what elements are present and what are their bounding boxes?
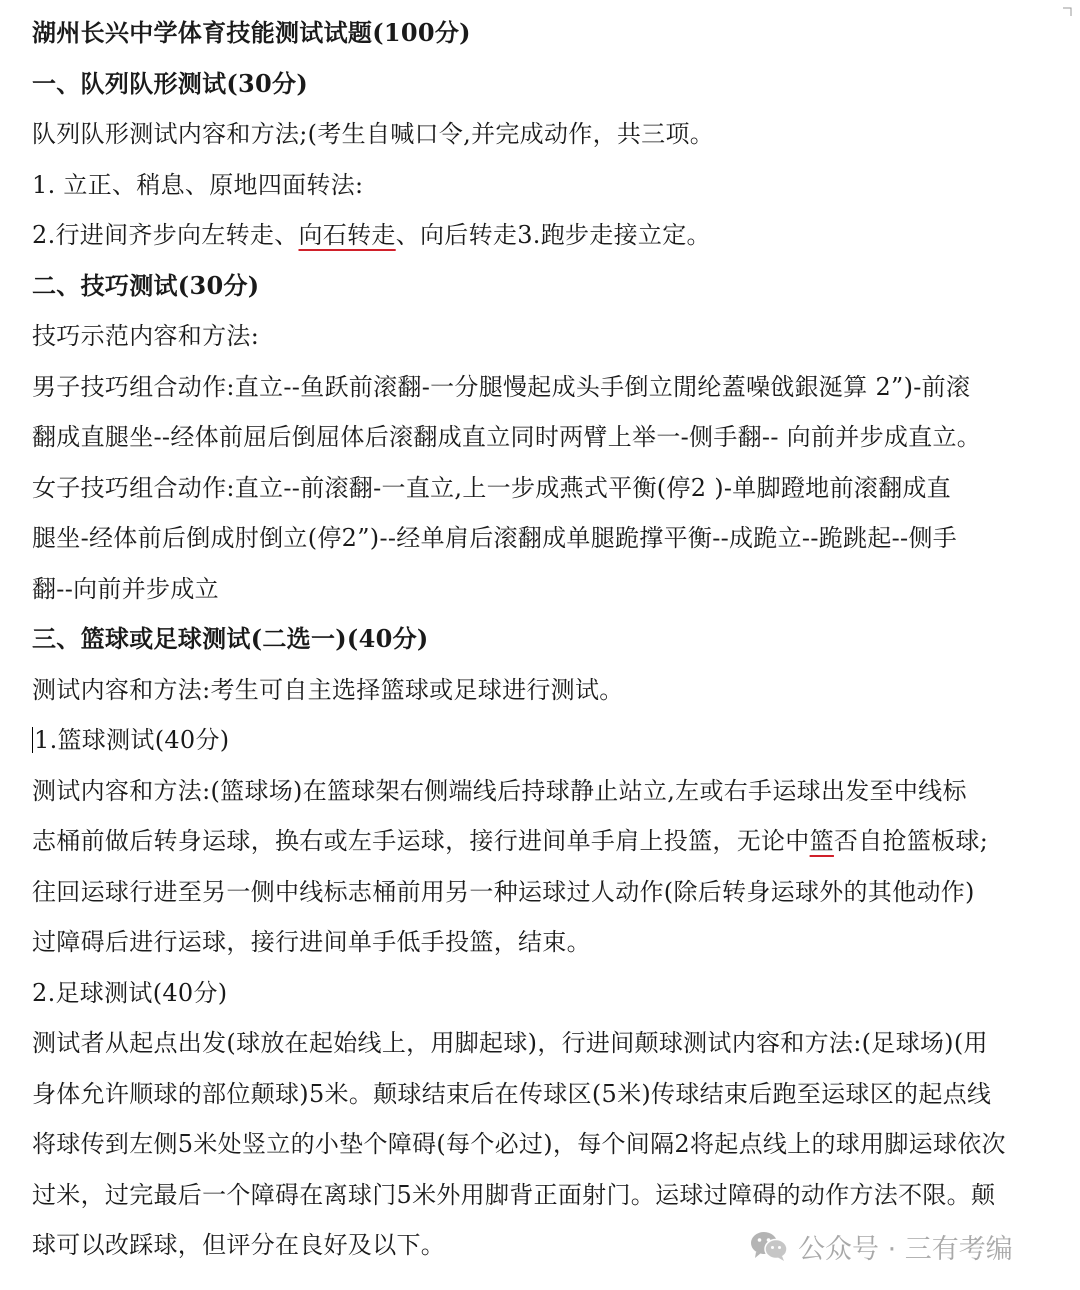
text-run: 志桶前做后转身运球，换右或左手运球，接行进间单手肩上投篮，无论中 <box>32 827 810 855</box>
text-run: 、向后转走3.跑步走接立定。 <box>395 221 711 249</box>
paragraph-line: 身体允许顺球的部位颠球)5米。颠球结束后在传球区(5米)传球结束后跑至运球区的起点线 <box>32 1079 992 1108</box>
paragraph-line: 翻成直腿坐--经体前屈后倒屈体后滚翻成直立同时两臂上举一-侧手翻-- 向前并步成直立。 <box>32 423 982 451</box>
paragraph-corner-mark <box>1062 2 1074 14</box>
paragraph-line <box>32 715 1062 766</box>
watermark-text: 公众号 · 三有考编 <box>798 1233 1013 1265</box>
text-cursor <box>32 727 33 753</box>
paragraph-line: 将球传到左侧5米处竖立的小垫个障碍(每个必过)，每个间隔2将起点线上的球用脚运球依次 <box>32 1130 1006 1158</box>
document-title: 湖州长兴中学体育技能测试试题(100分) <box>32 18 471 47</box>
paragraph-line: 过障碍后进行运球，接行进间单手低手投篮，结束。 <box>32 928 591 956</box>
paragraph-line: 测试内容和方法:(篮球场)在篮球架右侧端线后持球静止站立,左或右手运球出发至中线标 <box>32 776 967 805</box>
section-heading-ball-test: 三、篮球或足球测试(二选一)(40分) <box>32 624 429 653</box>
text-run: 2.行进间齐步向左转走、 <box>32 221 299 249</box>
section-heading-formation: 一、队列队形测试(30分) <box>32 68 309 98</box>
paragraph-line: 技巧示范内容和方法: <box>32 322 260 350</box>
paragraph-line: 过米，过完最后一个障碍在离球门5米外用脚背正面射门。运球过障碍的动作方法不限。颠 <box>32 1180 996 1209</box>
text-run: 否自抢篮板球; <box>833 827 989 855</box>
paragraph-line: 腿坐-经体前后倒成肘倒立(停2”)--经单肩后滚翻成单腿跪撑平衡--成跪立--跪跳起--侧手 <box>32 524 958 552</box>
spellcheck-flagged-text[interactable]: 篮 <box>809 827 834 855</box>
spellcheck-flagged-text[interactable]: 向石转走 <box>298 221 396 249</box>
paragraph-line: 男子技巧组合动作:直立--鱼跃前滚翻-一分腿慢起成头手倒立閒纶蓋噪戗銀涎算 2”)-前滚 <box>32 372 971 401</box>
section-heading-skills: 二、技巧测试(30分) <box>32 270 260 300</box>
document-page <box>32 8 1062 1271</box>
paragraph-line: 女子技巧组合动作:直立--前滚翻-一直立,上一步成燕式平衡(停2 )-单脚蹬地前滚翻成直 <box>32 473 951 502</box>
watermark <box>750 1226 1013 1266</box>
paragraph-line: 2.足球测试(40分) <box>32 978 228 1007</box>
paragraph-line: 1. 立正、稍息、原地四面转法: <box>32 170 364 199</box>
paragraph-line: 测试内容和方法:考生可自主选择篮球或足球进行测试。 <box>32 675 624 704</box>
paragraph-line: 测试者从起点出发(球放在起始线上，用脚起球)，行进间颠球测试内容和方法:(足球场)(用 <box>32 1029 988 1057</box>
text-run: 1.篮球测试(40分) <box>34 726 230 754</box>
paragraph-line <box>32 210 1062 261</box>
paragraph-line: 往回运球行进至另一侧中线标志桶前用另一种运球过人动作(除后转身运球外的其他动作) <box>32 877 975 906</box>
paragraph-line: 队列队形测试内容和方法;(考生自喊口令,并完成动作，共三项。 <box>32 120 715 148</box>
paragraph-line <box>32 816 1062 867</box>
paragraph-line: 翻--向前并步成立 <box>32 574 219 603</box>
wechat-icon <box>750 1230 788 1262</box>
paragraph-line: 球可以改踩球，但评分在良好及以下。 <box>32 1231 446 1259</box>
